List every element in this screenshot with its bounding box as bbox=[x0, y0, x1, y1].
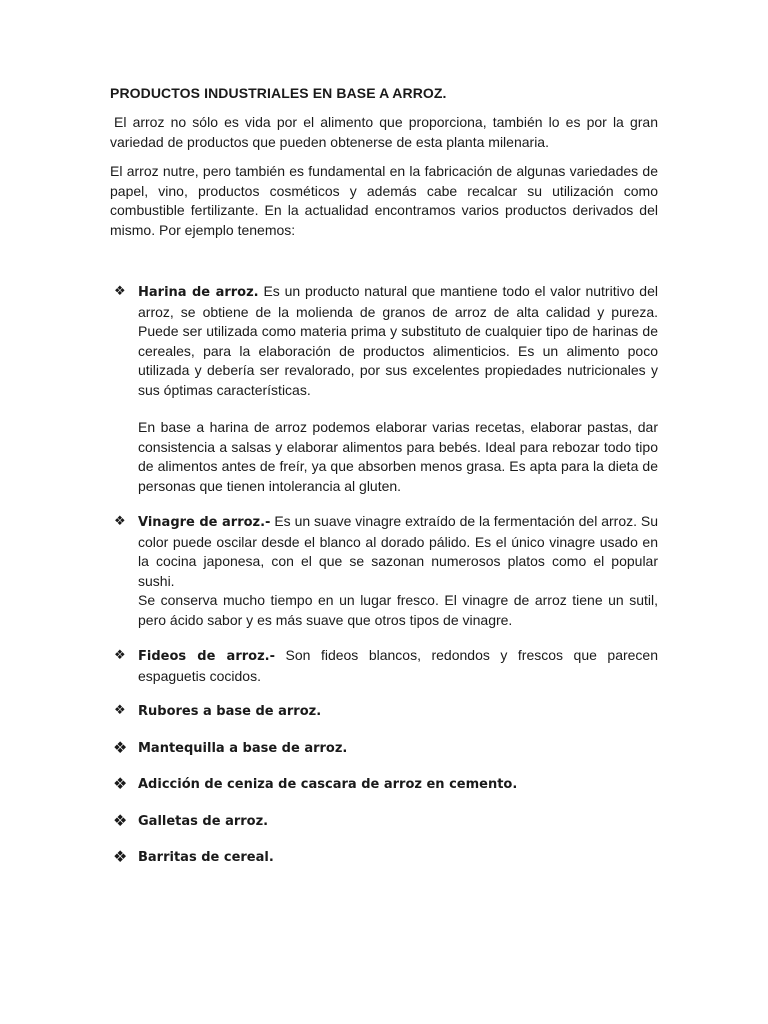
context-paragraph: El arroz nutre, pero también es fundamental en la fabricación de algunas variedades de papel, vino, productos cosméticos y además cabe recalcar su utilización como combustible fertilizante. En la actualidad encontramos varios productos derivados del mismo. Por ejemplo tenemos: bbox=[110, 163, 658, 238]
intro-paragraph: El arroz no sólo es vida por el alimento que proporciona, también lo es por la gran variedad de productos que pueden obtenerse de esta planta milenaria. bbox=[110, 114, 658, 150]
diamond-bullet-icon: ❖ bbox=[114, 284, 126, 299]
list-item bbox=[110, 701, 658, 722]
item-term: Galletas de arroz. bbox=[138, 813, 269, 829]
document-page bbox=[110, 84, 658, 868]
diamond-bullet-icon: ❖ bbox=[113, 737, 128, 757]
products-list bbox=[110, 282, 658, 868]
diamond-bullet-icon: ❖ bbox=[114, 648, 126, 663]
item-term: Mantequilla a base de arroz. bbox=[138, 740, 348, 756]
item-term: Fideos de arroz.- bbox=[138, 649, 275, 664]
item-description: Es un producto natural que mantiene todo el valor nutritivo del arroz, se obtiene de la molienda de granos de arroz de alta calidad y pureza. Puede ser utilizada como materia prima y substituto de cualquier tipo de harinas de cereales, para la elaboración de productos alimenticios. Es un alimento poco utilizada y debería ser revalorado, por sus excelentes propiedades nutricionales y sus óptimas características. bbox=[138, 283, 658, 398]
list-item bbox=[110, 847, 658, 868]
item-term: Barritas de cereal. bbox=[138, 850, 274, 865]
item-term: Harina de arroz. bbox=[138, 285, 259, 300]
item-term: Adicción de ceniza de cascara de arroz en cemento. bbox=[138, 777, 518, 792]
list-item bbox=[110, 646, 658, 686]
diamond-bullet-icon: ❖ bbox=[114, 703, 126, 718]
item-description: Es un suave vinagre extraído de la fermentación del arroz. Su color puede oscilar desde el blanco al dorado pálido. Es el único vinagre usado en la cocina japonesa, con el que se sazonan numerosos platos como el popular sushi. bbox=[138, 513, 659, 589]
item-extra-paragraph: Se conserva mucho tiempo en un lugar fresco. El vinagre de arroz tiene un sutil, pero ácido sabor y es más suave que otros tipos de vinagre. bbox=[138, 592, 658, 628]
list-item bbox=[110, 774, 658, 795]
diamond-bullet-icon: ❖ bbox=[113, 774, 128, 793]
diamond-bullet-icon: ❖ bbox=[113, 810, 128, 830]
list-item bbox=[110, 282, 658, 496]
list-item bbox=[110, 512, 658, 630]
list-item bbox=[110, 811, 658, 832]
document-title: PRODUCTOS INDUSTRIALES EN BASE A ARROZ. bbox=[110, 85, 447, 101]
item-term: Rubores a base de arroz. bbox=[138, 704, 322, 719]
diamond-bullet-icon: ❖ bbox=[113, 847, 128, 866]
item-extra-paragraph: En base a harina de arroz podemos elaborar varias recetas, elaborar pastas, dar consistencia a salsas y elaborar alimentos para bebés. Ideal para rebozar todo tipo de alimentos antes de freír, ya que absorben menos grasa. Es apta para la dieta de personas que tienen intolerancia al gluten. bbox=[138, 419, 658, 494]
list-item bbox=[110, 738, 658, 759]
item-term: Vinagre de arroz.- bbox=[138, 515, 271, 530]
item-description: Son fideos blancos, redondos y frescos que parecen espaguetis cocidos. bbox=[138, 647, 659, 684]
diamond-bullet-icon: ❖ bbox=[114, 514, 126, 529]
